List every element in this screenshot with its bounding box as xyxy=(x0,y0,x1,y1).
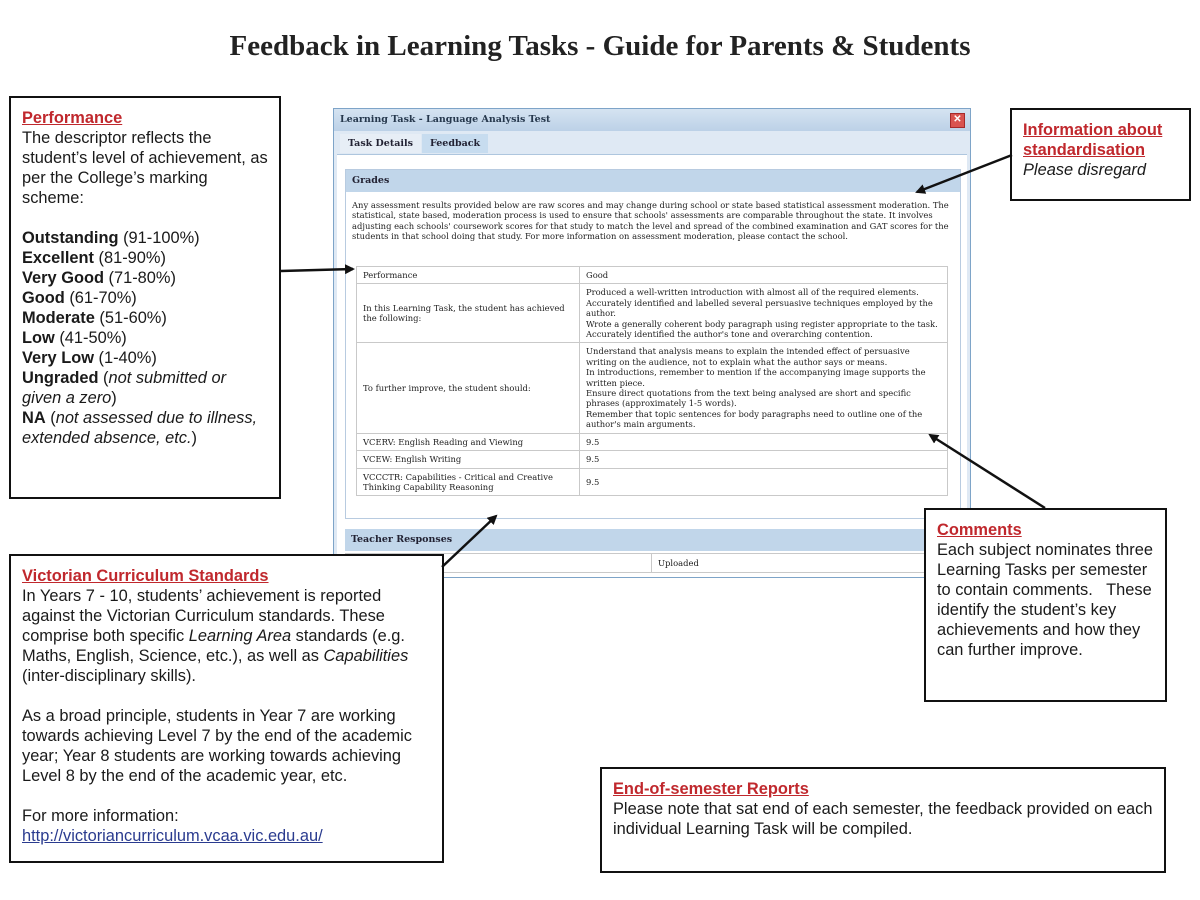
performance-intro: The descriptor reflects the student’s level of achievement, as per the College’s marking scheme: xyxy=(22,129,268,207)
row-label: VCEW: English Writing xyxy=(357,451,580,468)
curriculum-paragraph-1: In Years 7 - 10, students’ achievement is reported against the Victorian Curriculum standards. These comprise both specific Learning Area standards (e.g. Maths, English, Science, etc.), as well as Capabilities (inter-disciplinary skills). xyxy=(22,587,409,685)
level-item: Good (61-70%) xyxy=(22,289,137,307)
comments-arrow xyxy=(930,435,1045,508)
grades-header: Grades xyxy=(346,170,960,192)
comments-text: Each subject nominates three Learning Tasks per semester to contain comments. These identify the student’s key achievements and how they can further improve. xyxy=(937,541,1158,659)
row-value: 9.5 xyxy=(580,433,948,450)
performance-arrow xyxy=(281,269,353,271)
grades-description: Any assessment results provided below are raw scores and may change during school or state based statistical assessment moderation. The statistical, state based, moderation process is used to ensure that schools' assessments are comparable throughout the state. It involves adjusting each schools' coursework scores for that study to match the level and spread of the combined examination and GAT scores for the students in that school doing that study. For more information on assessment moderation, please contact the school. xyxy=(352,200,949,242)
page-title: Feedback in Learning Tasks - Guide for Parents & Students xyxy=(229,30,971,62)
level-item: Low (41-50%) xyxy=(22,329,127,347)
curriculum-paragraph-3: For more information: xyxy=(22,807,179,825)
window-title: Learning Task - Language Analysis Test xyxy=(340,114,551,125)
tab-task-details[interactable]: Task Details xyxy=(340,134,421,153)
reports-heading: End-of-semester Reports xyxy=(613,780,809,798)
standardisation-arrow xyxy=(917,155,1012,192)
performance-heading: Performance xyxy=(22,109,123,127)
curriculum-arrow xyxy=(442,516,496,567)
level-item: Very Low (1-40%) xyxy=(22,349,157,367)
level-item-na: NA (not assessed due to illness, extended absence, etc.) xyxy=(22,409,258,447)
level-item: Very Good (71-80%) xyxy=(22,269,176,287)
row-value: 9.5 xyxy=(580,451,948,468)
curriculum-paragraph-2: As a broad principle, students in Year 7 are working towards achieving Level 7 by the end of the academic year; Year 8 students are working towards achieving Level 8 by the end of the academic year, etc. xyxy=(22,707,412,785)
level-item: Outstanding (91-100%) xyxy=(22,229,200,247)
row-value: 9.5 xyxy=(580,468,948,496)
row-value: Good xyxy=(580,267,948,284)
level-item: Excellent (81-90%) xyxy=(22,249,166,267)
curriculum-heading: Victorian Curriculum Standards xyxy=(22,567,269,585)
teacher-responses-header: Teacher Responses xyxy=(345,529,959,551)
curriculum-link[interactable]: http://victoriancurriculum.vcaa.vic.edu.au/ xyxy=(22,827,323,845)
row-label: Performance xyxy=(357,267,580,284)
comments-heading: Comments xyxy=(937,521,1022,539)
row-label: VCERV: English Reading and Viewing xyxy=(357,433,580,450)
standardisation-heading: Information about standardisation xyxy=(1023,121,1163,159)
row-value: Produced a well-written introduction with almost all of the required elements. Accurately identified and labelled several persuasive techniques employed by the author. Wrote a generally coherent body paragraph using register appropriate to the task. Accurately identified the author's tone and overarching contention. xyxy=(580,284,948,343)
level-item: Moderate (51-60%) xyxy=(22,309,167,327)
row-label: VCCCTR: Capabilities - Critical and Creative Thinking Capability Reasoning xyxy=(357,468,580,496)
standardisation-note: Please disregard xyxy=(1023,161,1147,179)
close-icon[interactable]: ✕ xyxy=(950,113,965,128)
row-label: To further improve, the student should: xyxy=(357,343,580,433)
reports-text: Please note that sat end of each semester, the feedback provided on each individual Learning Task will be compiled. xyxy=(613,800,1153,838)
uploaded-label: Uploaded xyxy=(658,558,699,568)
row-label: In this Learning Task, the student has achieved the following: xyxy=(357,284,580,343)
tab-feedback[interactable]: Feedback xyxy=(422,134,488,153)
row-value: Understand that analysis means to explain the intended effect of persuasive writing on the audience, not to explain what the author says or means. In introductions, remember to mention if the accompanying image supports the written piece. Ensure direct quotations from the text being analysed are short and specific phrases (approximately 1-5 words). Remember that topic sentences for body paragraphs need to outline one of the author's main arguments. xyxy=(580,343,948,433)
level-item-ungraded: Ungraded (not submitted or given a zero) xyxy=(22,369,227,407)
